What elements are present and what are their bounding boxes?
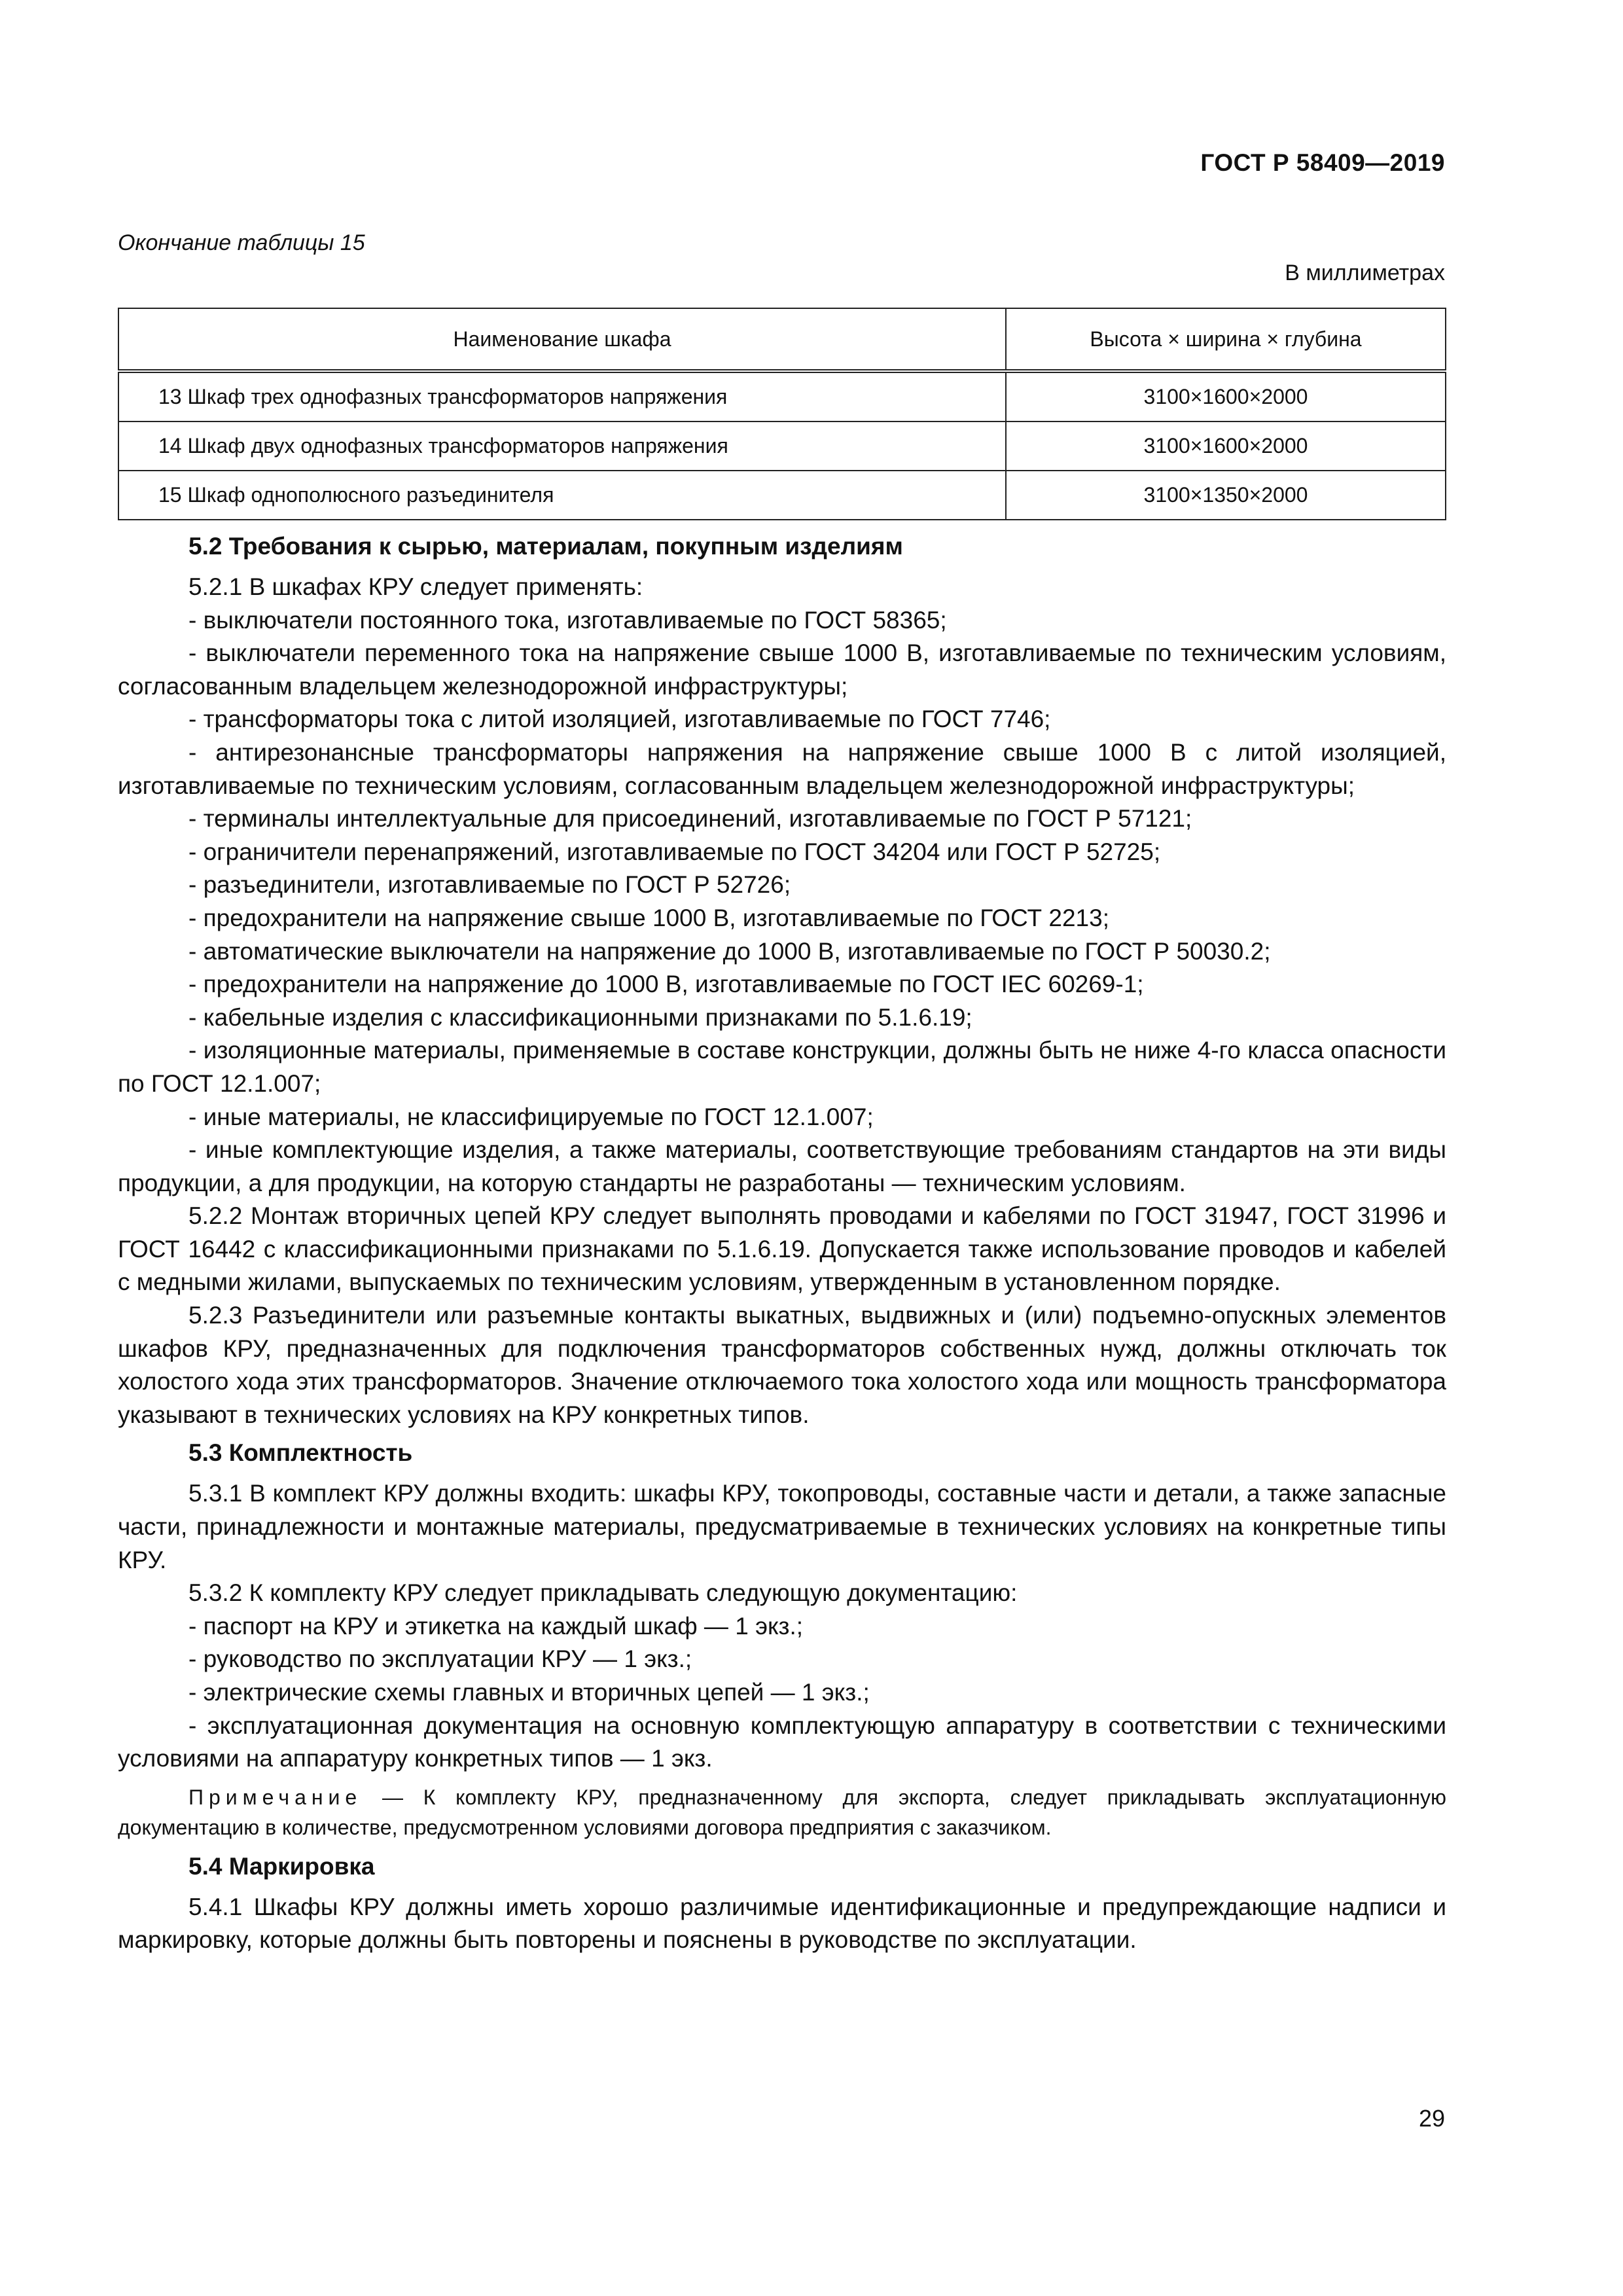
list-item: - паспорт на КРУ и этикетка на каждый шкаф — 1 экз.; <box>188 1612 804 1640</box>
list-item: - эксплуатационная документация на основную комплектующую аппаратуру в соответствии с техническими условиями на аппаратуру конкретных типов — 1 экз. <box>118 1712 1446 1772</box>
list-item: - иные материалы, не классифицируемые по ГОСТ 12.1.007; <box>188 1103 874 1130</box>
list-item: - выключатели переменного тока на напряжение свыше 1000 В, изготавливаемые по техническим условиям, согласованным владельцем железнодорожной инфраструктуры; <box>118 639 1446 700</box>
list-item: - иные комплектующие изделия, а также материалы, соответствующие требованиям стандартов на эти виды продукции, а для продукции, на которую стандарты не разработаны — техническим условиям. <box>118 1136 1446 1196</box>
clause-5-3-1: 5.3.1 В комплект КРУ должны входить: шкафы КРУ, токопроводы, составные части и детали, а также запасные части, принадлежности и монтажные материалы, предусматриваемые в технических условиях на конкретные типы КРУ. <box>118 1480 1446 1573</box>
section-5-3-heading: 5.3 Комплектность <box>188 1439 413 1467</box>
clause-5-2-2: 5.2.2 Монтаж вторичных цепей КРУ следует выполнять проводами и кабелями по ГОСТ 31947, ГОСТ 31996 и ГОСТ 16442 с классификационными признаками по 5.1.6.19. Допускается также использование проводов и кабелей с медными жилами, выпускаемых по техническим условиям, утвержденным в установленном порядке. <box>118 1202 1446 1296</box>
page-number: 29 <box>1418 2105 1445 2132</box>
list-item: - предохранители на напряжение до 1000 В, изготавливаемые по ГОСТ IEC 60269-1; <box>188 971 1144 998</box>
table-row <box>118 422 1446 471</box>
clause-5-2-3: 5.2.3 Разъединители или разъемные контакты выкатных, выдвижных и (или) подъемно-опускных элементов шкафов КРУ, предназначенных для подключения трансформаторов собственных нужд, должны отключать ток холостого хода этих трансформаторов. Значение отключаемого тока холостого хода или мощность трансформатора указывают в технических условиях на КРУ конкретных типов. <box>118 1302 1446 1428</box>
note-label: Примечание <box>188 1785 363 1809</box>
list-item: - трансформаторы тока с литой изоляцией, изготавливаемые по ГОСТ 7746; <box>188 706 1051 733</box>
list-item: - выключатели постоянного тока, изготавливаемые по ГОСТ 58365; <box>188 606 947 634</box>
list-item: - предохранители на напряжение свыше 1000 В, изготавливаемые по ГОСТ 2213; <box>188 904 1109 931</box>
list-item: - антирезонансные трансформаторы напряжения на напряжение свыше 1000 В с литой изоляцией, изготавливаемые по техническим условиям, согласованным владельцем железнодорожной инфраструктуры; <box>118 738 1446 799</box>
list-item: - электрические схемы главных и вторичных цепей — 1 экз.; <box>188 1679 870 1706</box>
section-5-2-heading: 5.2 Требования к сырью, материалам, покупным изделиям <box>188 533 903 560</box>
note <box>118 1782 1446 1842</box>
note-text: — К комплекту КРУ, предназначенному для экспорта, следует прикладывать эксплуатационную документацию в количестве, предусмотренном условиями договора предприятия с заказчиком. <box>118 1785 1446 1839</box>
table-header-row <box>118 308 1446 371</box>
list-item: - кабельные изделия с классификационными признаками по 5.1.6.19; <box>188 1003 972 1031</box>
table-continuation-label: Окончание таблицы 15 <box>118 230 365 255</box>
clause-5-2-1: 5.2.1 В шкафах КРУ следует применять: <box>188 573 643 600</box>
clause-5-4-1: 5.4.1 Шкафы КРУ должны иметь хорошо различимые идентификационные и предупреждающие надписи и маркировку, которые должны быть повторены и пояснены в руководстве по эксплуатации. <box>118 1893 1446 1954</box>
list-item: - изоляционные материалы, применяемые в составе конструкции, должны быть не ниже 4-го класса опасности по ГОСТ 12.1.007; <box>118 1037 1446 1097</box>
table-units-label: В миллиметрах <box>1285 260 1445 285</box>
list-item: - терминалы интеллектуальные для присоединений, изготавливаемые по ГОСТ Р 57121; <box>188 805 1192 833</box>
standard-designation: ГОСТ Р 58409—2019 <box>1200 149 1445 176</box>
column-header-dimensions: Высота × ширина × глубина <box>1006 308 1446 371</box>
section-5-4-heading: 5.4 Маркировка <box>188 1852 375 1880</box>
column-header-name: Наименование шкафа <box>118 308 1006 371</box>
cabinet-dimensions-cell: 3100×1600×2000 <box>1006 371 1446 422</box>
list-item: - автоматические выключатели на напряжение до 1000 В, изготавливаемые по ГОСТ Р 50030.2; <box>188 937 1271 965</box>
list-item: - руководство по эксплуатации КРУ — 1 экз.; <box>188 1645 692 1673</box>
list-item: - разъединители, изготавливаемые по ГОСТ Р 52726; <box>188 871 791 899</box>
clause-5-3-2: 5.3.2 К комплекту КРУ следует прикладывать следующую документацию: <box>188 1579 1018 1607</box>
cabinet-name-cell: 14 Шкаф двух однофазных трансформаторов напряжения <box>118 422 1006 471</box>
cabinet-name-cell: 15 Шкаф однополюсного разъединителя <box>118 471 1006 520</box>
table-row <box>118 471 1446 520</box>
table-row <box>118 371 1446 422</box>
cabinet-dimensions-cell: 3100×1600×2000 <box>1006 422 1446 471</box>
list-item: - ограничители перенапряжений, изготавливаемые по ГОСТ 34204 или ГОСТ Р 52725; <box>188 838 1161 865</box>
cabinet-name-cell: 13 Шкаф трех однофазных трансформаторов напряжения <box>118 371 1006 422</box>
cabinet-dimensions-table <box>118 308 1446 520</box>
cabinet-dimensions-cell: 3100×1350×2000 <box>1006 471 1446 520</box>
document-body <box>118 525 1446 1957</box>
